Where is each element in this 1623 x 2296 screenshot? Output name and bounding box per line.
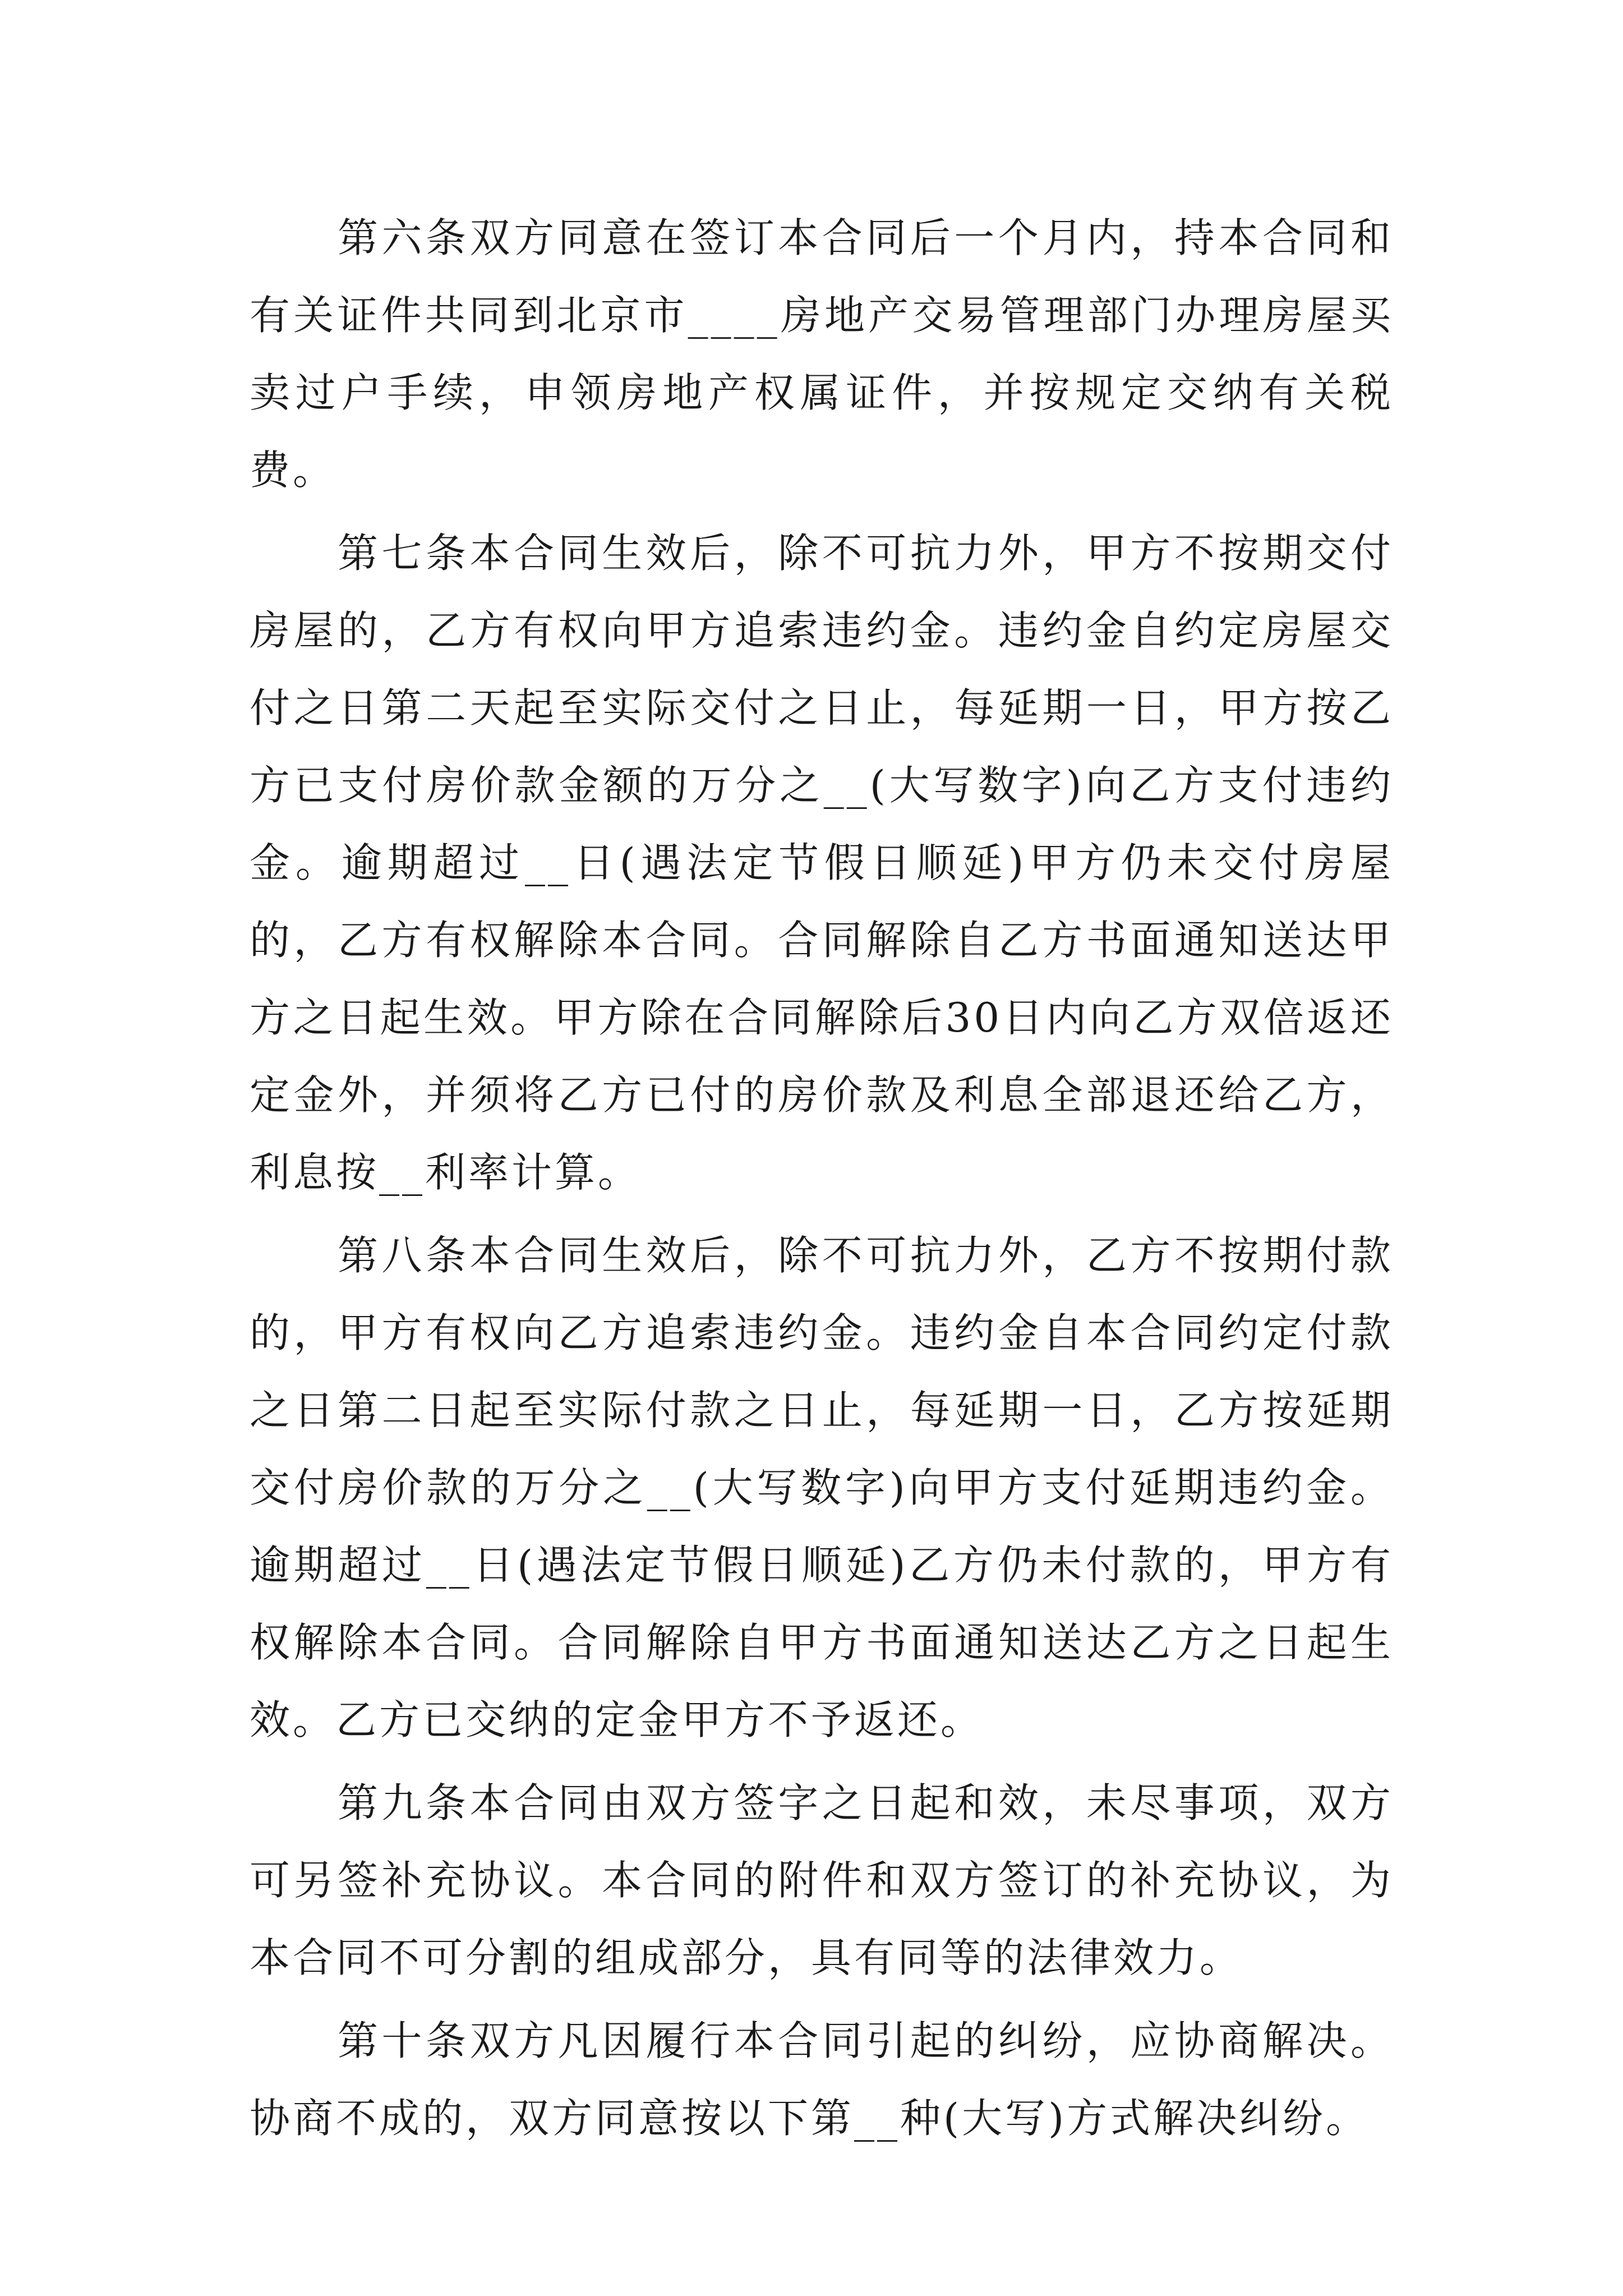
paragraph-article-8: 第八条本合同生效后，除不可抗力外，乙方不按期付款的，甲方有权向乙方追索违约金。违约金自本合同约定付款之日第二日起至实际付款之日止，每延期一日，乙方按延期交付房价款的万分之__(大写数字)向甲方支付延期违约金。逾期超过__日(遇法定节假日顺延)乙方仍未付款的，甲方有权解除本合同。合同解除自甲方书面通知送达乙方之日起生效。乙方已交纳的定金甲方不予返还。 — [250, 1232, 1394, 1743]
document-body — [250, 199, 1394, 2157]
paragraph-article-9: 第九条本合同由双方签字之日起和效，未尽事项，双方可另签补充协议。本合同的附件和双方签订的补充协议，为本合同不可分割的组成部分，具有同等的法律效力。 — [250, 1779, 1394, 1981]
paragraph-article-7: 第七条本合同生效后，除不可抗力外，甲方不按期交付房屋的，乙方有权向甲方追索违约金。违约金自约定房屋交付之日第二天起至实际交付之日止，每延期一日，甲方按乙方已支付房价款金额的万分之__(大写数字)向乙方支付违约金。逾期超过__日(遇法定节假日顺延)甲方仍未交付房屋的，乙方有权解除本合同。合同解除自乙方书面通知送达甲方之日起生效。甲方除在合同解除后30日内向乙方双倍返还定金外，并须将乙方已付的房价款及利息全部退还给乙方，利息按__利率计算。 — [250, 530, 1394, 1196]
paragraph-article-6: 第六条双方同意在签订本合同后一个月内，持本合同和有关证件共同到北京市____房地产交易管理部门办理房屋买卖过户手续，申领房地产权属证件，并按规定交纳有关税费。 — [250, 214, 1394, 494]
paragraph-article-10: 第十条双方凡因履行本合同引起的纠纷，应协商解决。协商不成的，双方同意按以下第__种(大写)方式解决纠纷。 — [250, 2017, 1394, 2142]
